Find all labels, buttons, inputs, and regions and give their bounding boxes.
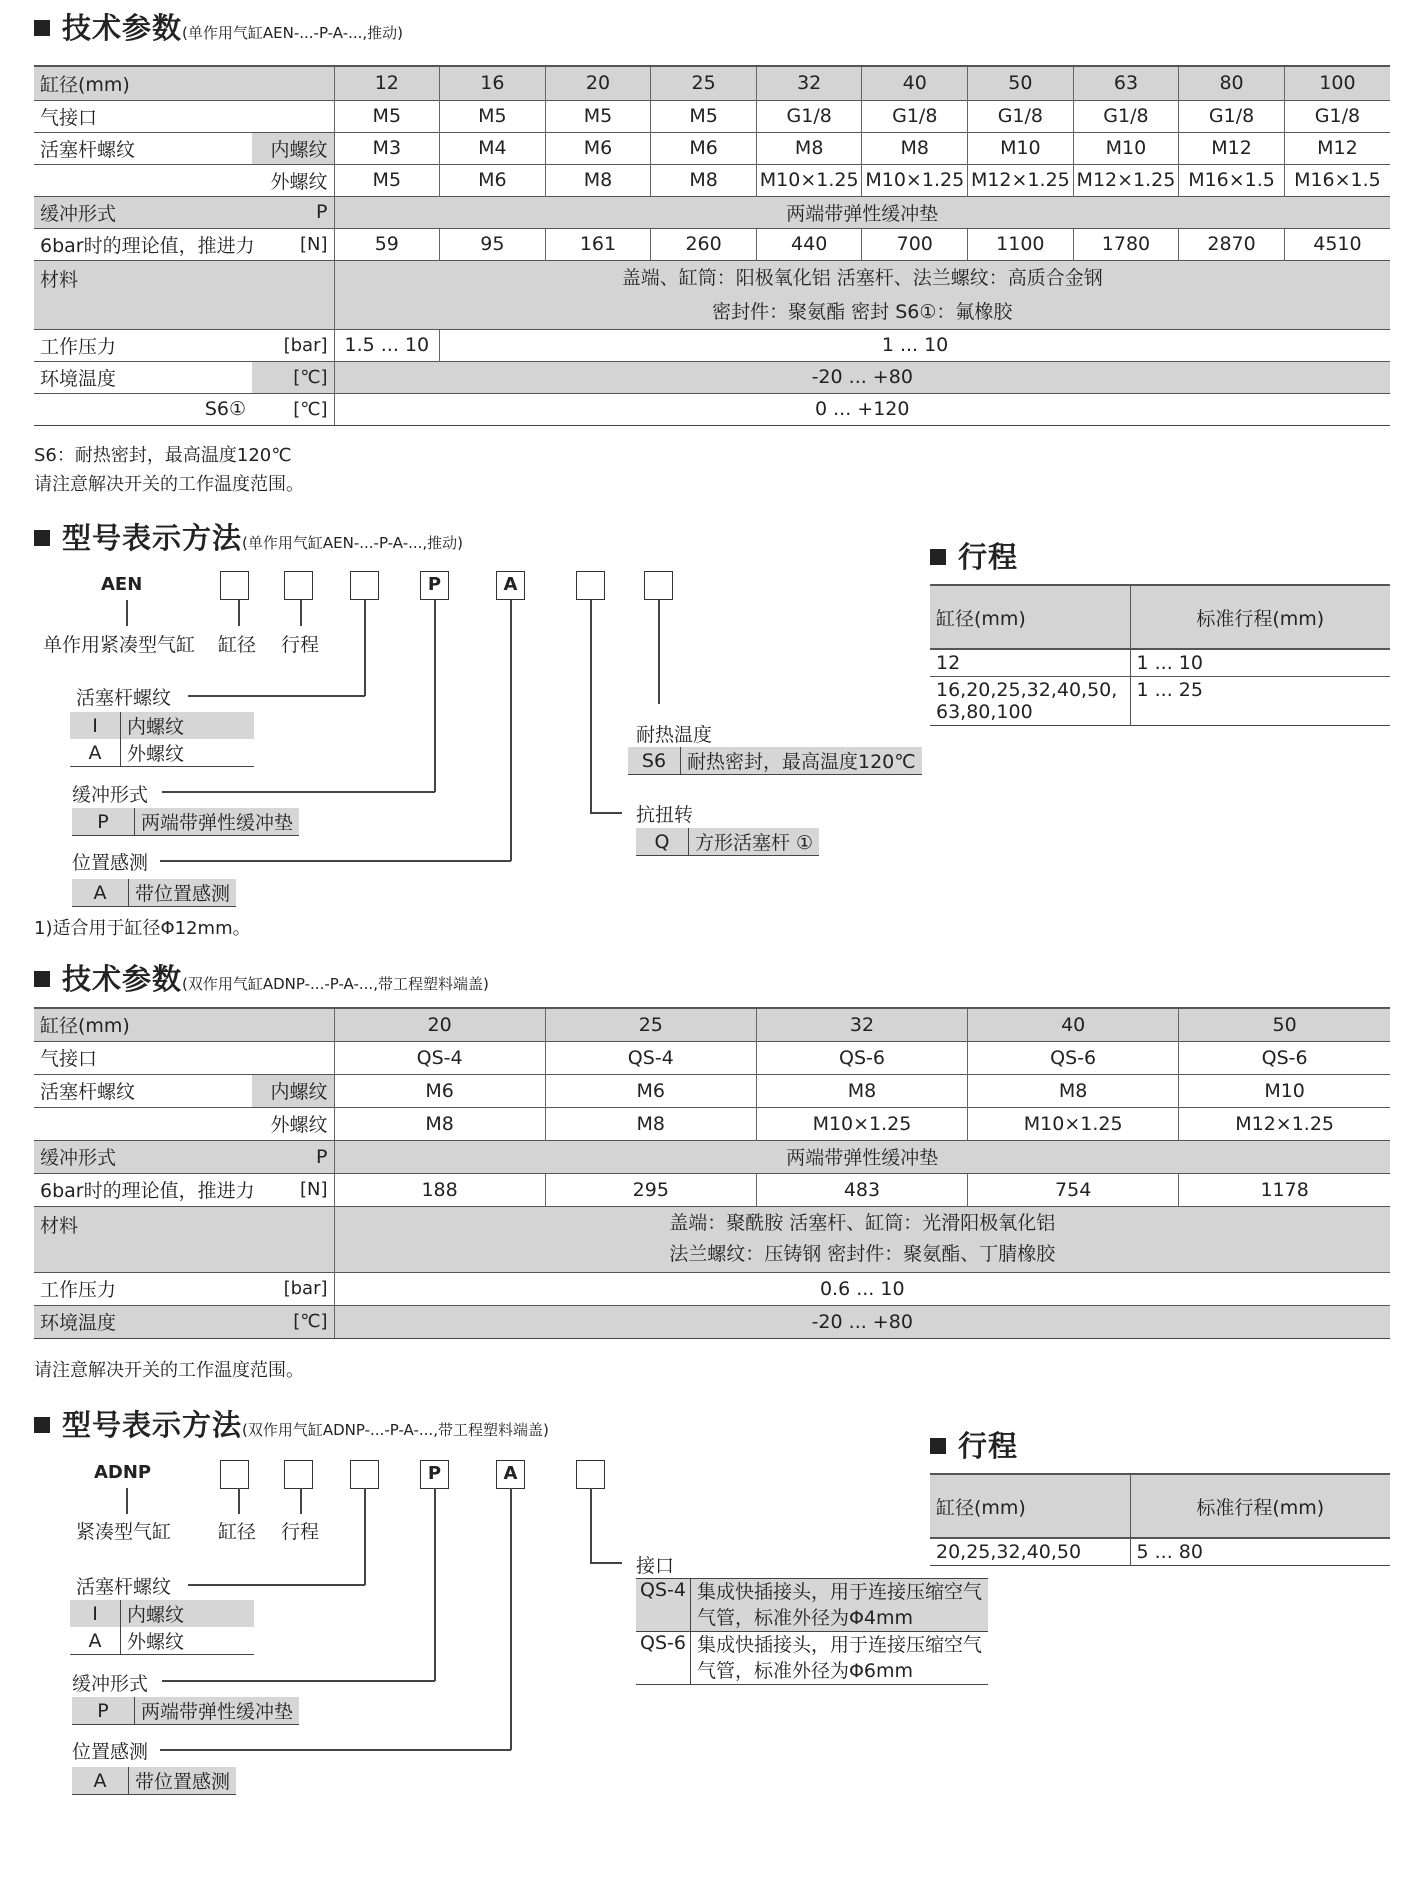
rod-thread-options [70, 712, 254, 767]
position-title: 位置感测 [72, 852, 149, 874]
note-switch-temp: 请注意解决开关的工作温度范围。 [34, 474, 304, 495]
section-title-spec-aen: 技术参数(单作用气缸AEN-...-P-A-...,推动) [34, 6, 403, 47]
row-force: 6bar时的理论值，推进力 [N] 188 295 483 754 1178 [34, 1173, 1390, 1206]
cushion-title: 缓冲形式 [72, 784, 149, 806]
code-box-position: A [496, 571, 525, 600]
anti-torsion-options [636, 828, 819, 856]
row-temp-s6: S6① [℃] 0 ... +120 [34, 393, 1390, 425]
row-cushion: 缓冲形式 P 两端带弹性缓冲垫 [34, 196, 1390, 228]
option-row: S6 耐热密封，最高温度120℃ [628, 747, 922, 775]
code-box-stroke [284, 571, 313, 600]
note-s6: S6：耐热密封，最高温度120℃ [34, 445, 292, 466]
cushion-options [72, 1697, 299, 1725]
label-stroke: 行程 [281, 634, 320, 656]
code-box-bore [220, 571, 249, 600]
stroke-title-aen: 行程 [930, 535, 1018, 576]
stroke-row: 20,25,32,40,50 5 ... 80 [930, 1538, 1390, 1566]
option-row: A 外螺纹 [70, 739, 254, 767]
stroke-table-adnp [930, 1473, 1390, 1566]
rod-thread-title: 活塞杆螺纹 [76, 1576, 172, 1598]
option-row: P 两端带弹性缓冲垫 [72, 808, 299, 836]
square-bullet-icon [34, 971, 50, 987]
section-title-order-aen: 型号表示方法(单作用气缸AEN-...-P-A-...,推动) [34, 516, 463, 557]
code-box-rod [350, 571, 379, 600]
row-material: 材料 盖端：聚酰胺 活塞杆、缸筒：光滑阳极氧化铝 法兰螺纹：压铸钢 密封件：聚氨酯、丁腈橡胶 [34, 1206, 1390, 1272]
stroke-table-aen [930, 584, 1390, 726]
row-cushion: 缓冲形式 P 两端带弹性缓冲垫 [34, 1140, 1390, 1173]
note-switch-temp-2: 请注意解决开关的工作温度范围。 [34, 1360, 304, 1381]
code-box-torsion [576, 571, 605, 600]
row-temp: 环境温度 [℃] -20 ... +80 [34, 361, 1390, 393]
code-box-bore [220, 1460, 249, 1489]
square-bullet-icon [34, 20, 50, 36]
spec-table-adnp [34, 1007, 1390, 1339]
stroke-header: 缸径(mm) 标准行程(mm) [930, 1474, 1390, 1538]
cushion-title: 缓冲形式 [72, 1673, 149, 1695]
code-box-cushion: P [420, 571, 449, 600]
square-bullet-icon [34, 530, 50, 546]
model-code-aen: AEN [101, 574, 143, 595]
spec-table-aen [34, 65, 1390, 426]
option-row: QS-6 集成快插接头，用于连接压缩空气 气管，标准外径为Φ6mm [636, 1632, 988, 1685]
rod-thread-title: 活塞杆螺纹 [76, 687, 172, 709]
row-port: 气接口 M5 M5 M5 M5 G1/8 G1/8 G1/8 G1/8 G1/8 G1/8 [34, 100, 1390, 132]
row-outer-thread: 外螺纹 M8 M8 M10×1.25 M10×1.25 M12×1.25 [34, 1107, 1390, 1140]
desc-compact: 紧凑型气缸 [76, 1521, 172, 1543]
section-title-spec-adnp: 技术参数(双作用气缸ADNP-...-P-A-...,带工程塑料端盖) [34, 957, 489, 998]
rod-thread-options [70, 1600, 254, 1655]
model-code-adnp: ADNP [94, 1462, 152, 1483]
row-outer-thread: 外螺纹 M5 M6 M8 M8 M10×1.25 M10×1.25 M12×1.25 M12×1.25 M16×1.5 M16×1.5 [34, 164, 1390, 196]
square-bullet-icon [930, 549, 946, 565]
footnote-1: 1)适合用于缸径Φ12mm。 [34, 918, 251, 939]
row-temp: 环境温度 [℃] -20 ... +80 [34, 1305, 1390, 1338]
row-bore: 缸径(mm) 20 25 32 40 50 [34, 1008, 1390, 1041]
position-options [72, 879, 236, 907]
stroke-title-adnp: 行程 [930, 1424, 1018, 1465]
code-box-cushion: P [420, 1460, 449, 1489]
option-row: Q 方形活塞杆 ① [636, 828, 819, 856]
row-port: 气接口 QS-4 QS-4 QS-6 QS-6 QS-6 [34, 1041, 1390, 1074]
row-bore: 缸径(mm) 12 16 20 25 32 40 50 63 80 100 [34, 66, 1390, 100]
option-row: A 带位置感测 [72, 1767, 236, 1795]
port-options [636, 1578, 988, 1685]
heat-options [628, 747, 922, 775]
stroke-row: 16,20,25,32,40,50, 63,80,100 1 ... 25 [930, 677, 1390, 726]
code-box-port [576, 1460, 605, 1489]
row-force: 6bar时的理论值，推进力 [N] 59 95 161 260 440 700 1100 1780 2870 4510 [34, 228, 1390, 260]
code-box-position: A [496, 1460, 525, 1489]
row-pressure: 工作压力 [bar] 1.5 ... 10 1 ... 10 [34, 329, 1390, 361]
stroke-row: 12 1 ... 10 [930, 649, 1390, 677]
square-bullet-icon [930, 1438, 946, 1454]
label-bore: 缸径 [218, 634, 257, 656]
option-row: I 内螺纹 [70, 712, 254, 739]
square-bullet-icon [34, 1417, 50, 1433]
row-pressure: 工作压力 [bar] 0.6 ... 10 [34, 1272, 1390, 1305]
option-row: I 内螺纹 [70, 1600, 254, 1627]
cushion-options [72, 808, 299, 836]
row-material: 材料 盖端、缸筒：阳极氧化铝 活塞杆、法兰螺纹：高质合金钢 密封件：聚氨酯 密封 S6①：氟橡胶 [34, 260, 1390, 329]
desc-single-acting: 单作用紧凑型气缸 [43, 634, 196, 656]
code-box-heat [644, 571, 673, 600]
position-title: 位置感测 [72, 1741, 149, 1763]
row-inner-thread: 活塞杆螺纹 内螺纹 M3 M4 M6 M6 M8 M8 M10 M10 M12 M12 [34, 132, 1390, 164]
port-title: 接口 [636, 1555, 675, 1577]
option-row: P 两端带弹性缓冲垫 [72, 1697, 299, 1725]
option-row: A 带位置感测 [72, 879, 236, 907]
code-box-rod [350, 1460, 379, 1489]
anti-torsion-title: 抗扭转 [636, 804, 694, 826]
heat-title: 耐热温度 [636, 724, 713, 746]
option-row: QS-4 集成快插接头，用于连接压缩空气 气管，标准外径为Φ4mm [636, 1579, 988, 1632]
section-title-order-adnp: 型号表示方法(双作用气缸ADNP-...-P-A-...,带工程塑料端盖) [34, 1403, 549, 1444]
label-bore: 缸径 [218, 1521, 257, 1543]
option-row: A 外螺纹 [70, 1627, 254, 1655]
stroke-header: 缸径(mm) 标准行程(mm) [930, 585, 1390, 649]
position-options [72, 1767, 236, 1795]
label-stroke: 行程 [281, 1521, 320, 1543]
row-inner-thread: 活塞杆螺纹 内螺纹 M6 M6 M8 M8 M10 [34, 1074, 1390, 1107]
code-box-stroke [284, 1460, 313, 1489]
